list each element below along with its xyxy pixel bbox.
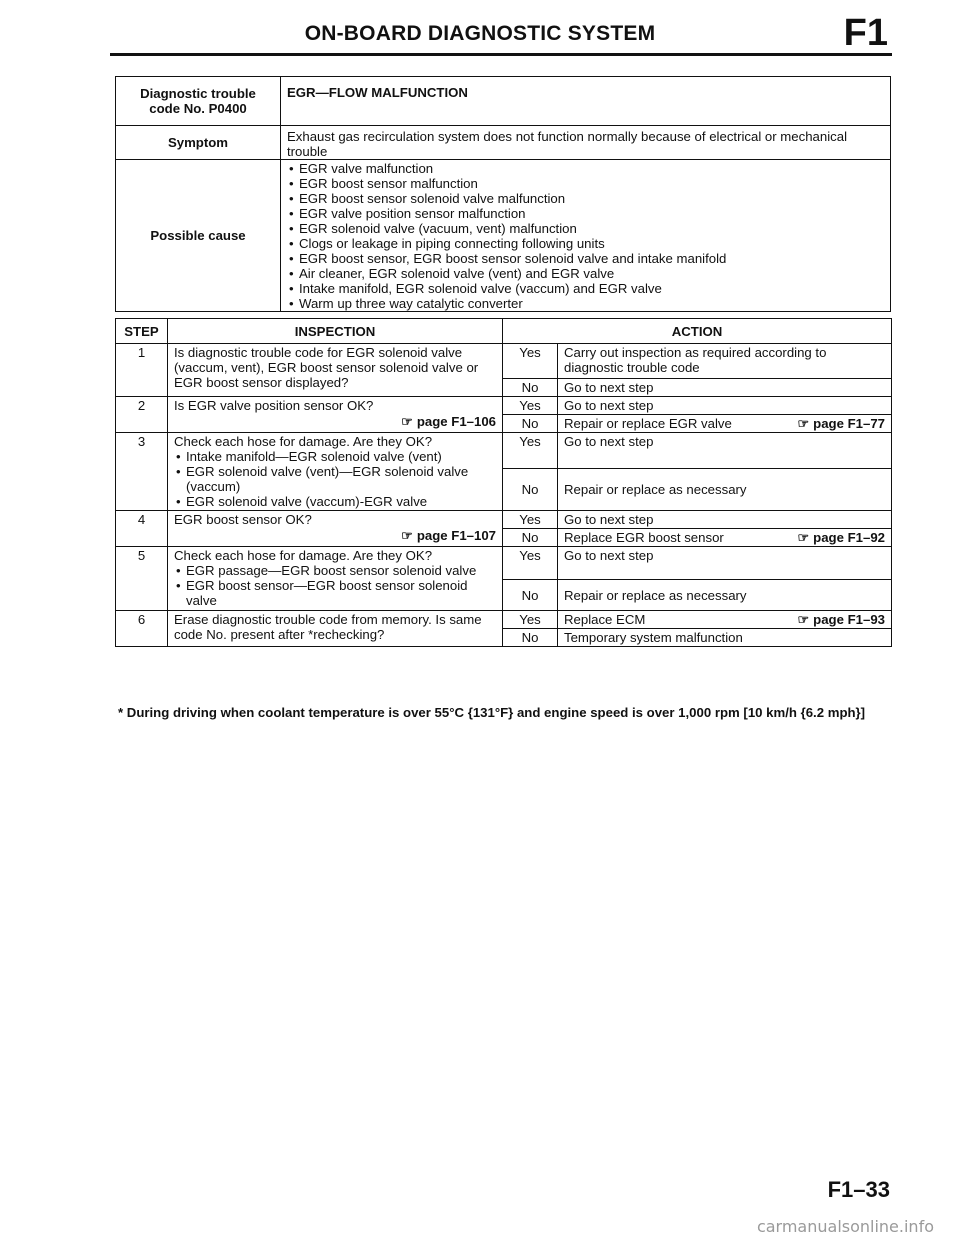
cause-item: • EGR valve position sensor malfunction <box>299 206 884 221</box>
step-inspection <box>168 397 503 433</box>
inspection-table <box>115 318 892 647</box>
inspection-list <box>174 449 496 509</box>
symptom-label: Symptom <box>116 126 281 160</box>
pointing-hand-icon: ☞ <box>797 612 810 627</box>
header-rule <box>110 53 892 56</box>
yes-action: Go to next step <box>558 397 892 415</box>
cause-list-cell <box>281 160 891 312</box>
inspection-header: INSPECTION <box>168 319 503 344</box>
yes-action: Carry out inspection as required according to diagnostic trouble code <box>558 344 892 379</box>
step-inspection: Erase diagnostic trouble code from memory. Is same code No. present after *rechecking? <box>168 611 503 647</box>
inspection-list <box>174 563 496 608</box>
reference-text: page F1–92 <box>813 530 885 545</box>
dtc-label-line1: Diagnostic trouble <box>140 86 256 101</box>
pointing-hand-icon: ☞ <box>797 416 810 431</box>
pointing-hand-icon: ☞ <box>401 528 413 543</box>
cause-item: • EGR solenoid valve (vacuum, vent) malfunction <box>299 221 884 236</box>
page-reference <box>798 416 886 431</box>
inspection-item: • EGR boost sensor—EGR boost sensor solenoid valve <box>186 578 496 608</box>
yes-action: Go to next step <box>558 547 892 580</box>
yes-action-text: Replace ECM <box>564 612 646 627</box>
inspection-text: Check each hose for damage. Are they OK? <box>174 548 433 563</box>
step-inspection <box>168 547 503 611</box>
step-inspection <box>168 433 503 511</box>
steps-header-row <box>116 319 892 344</box>
inspection-text: Check each hose for damage. Are they OK? <box>174 434 433 449</box>
cause-item: • Intake manifold, EGR solenoid valve (vaccum) and EGR valve <box>299 281 884 296</box>
dtc-info-table <box>115 76 891 312</box>
cause-item: • Warm up three way catalytic converter <box>299 296 884 311</box>
cause-item: • EGR boost sensor malfunction <box>299 176 884 191</box>
cause-item: • Air cleaner, EGR solenoid valve (vent) and EGR valve <box>299 266 884 281</box>
no-action: Repair or replace as necessary <box>558 580 892 611</box>
no-action: Temporary system malfunction <box>558 629 892 647</box>
page-reference <box>174 528 496 543</box>
inspection-text: EGR boost sensor OK? <box>174 512 312 527</box>
inspection-text: Is EGR valve position sensor OK? <box>174 398 374 413</box>
reference-text: page F1–107 <box>416 528 496 543</box>
no-action-text: Replace EGR boost sensor <box>564 530 724 545</box>
yes-label: Yes <box>503 611 558 629</box>
step-number: 4 <box>116 511 168 547</box>
reference-text: page F1–77 <box>813 416 885 431</box>
no-action-text: Repair or replace EGR valve <box>564 416 732 431</box>
no-action: Go to next step <box>558 379 892 397</box>
no-label: No <box>503 379 558 397</box>
pointing-hand-icon: ☞ <box>797 530 810 545</box>
dtc-label <box>116 77 281 126</box>
footnote: * During driving when coolant temperature is over 55°C {131°F} and engine speed is over 1,000 rpm [10 km/h {6.2 mph}] <box>118 705 866 720</box>
inspection-item: • EGR passage—EGR boost sensor solenoid valve <box>186 563 496 578</box>
yes-label: Yes <box>503 433 558 469</box>
inspection-item: • EGR solenoid valve (vent)—EGR solenoid valve (vaccum) <box>186 464 496 494</box>
dtc-value: EGR—FLOW MALFUNCTION <box>281 77 891 126</box>
no-action <box>558 529 892 547</box>
cause-item: • EGR boost sensor, EGR boost sensor solenoid valve and intake manifold <box>299 251 884 266</box>
no-action: Repair or replace as necessary <box>558 468 892 510</box>
yes-action <box>558 611 892 629</box>
yes-label: Yes <box>503 547 558 580</box>
step-header: STEP <box>116 319 168 344</box>
cause-item: • Clogs or leakage in piping connecting following units <box>299 236 884 251</box>
inspection-item: • EGR solenoid valve (vaccum)-EGR valve <box>186 494 496 509</box>
cause-item: • EGR boost sensor solenoid valve malfunction <box>299 191 884 206</box>
step-number: 1 <box>116 344 168 397</box>
cause-list <box>287 161 884 311</box>
step-row <box>116 397 892 415</box>
step-number: 3 <box>116 433 168 511</box>
section-label: F1 <box>843 12 888 54</box>
step-row <box>116 344 892 379</box>
step-number: 6 <box>116 611 168 647</box>
yes-label: Yes <box>503 511 558 529</box>
inspection-item: • Intake manifold—EGR solenoid valve (vent) <box>186 449 496 464</box>
reference-text: page F1–106 <box>416 414 496 429</box>
step-row <box>116 611 892 629</box>
yes-label: Yes <box>503 397 558 415</box>
step-row <box>116 433 892 469</box>
step-row <box>116 547 892 580</box>
step-inspection: Is diagnostic trouble code for EGR solenoid valve (vaccum, vent), EGR boost sensor solenoid valve or EGR boost sensor displayed? <box>168 344 503 397</box>
action-header: ACTION <box>503 319 892 344</box>
page-number: F1–33 <box>827 1177 890 1202</box>
step-number: 2 <box>116 397 168 433</box>
no-label: No <box>503 629 558 647</box>
page-reference <box>798 530 886 545</box>
no-label: No <box>503 415 558 433</box>
dtc-row <box>116 77 891 126</box>
no-label: No <box>503 468 558 510</box>
yes-label: Yes <box>503 344 558 379</box>
step-row <box>116 511 892 529</box>
yes-action: Go to next step <box>558 433 892 469</box>
yes-action: Go to next step <box>558 511 892 529</box>
pointing-hand-icon: ☞ <box>401 414 413 429</box>
cause-row <box>116 160 891 312</box>
cause-label: Possible cause <box>116 160 281 312</box>
page-reference <box>174 414 496 429</box>
no-action <box>558 415 892 433</box>
page-header-title: ON-BOARD DIAGNOSTIC SYSTEM <box>304 22 656 45</box>
symptom-row <box>116 126 891 160</box>
page-reference <box>798 612 886 627</box>
watermark: carmanualsonline.info <box>756 1217 934 1236</box>
reference-text: page F1–93 <box>813 612 885 627</box>
step-inspection <box>168 511 503 547</box>
no-label: No <box>503 529 558 547</box>
dtc-label-line2: code No. P0400 <box>149 101 247 116</box>
cause-item: • EGR valve malfunction <box>299 161 884 176</box>
symptom-value: Exhaust gas recirculation system does not function normally because of electrical or mechanical trouble <box>281 126 891 160</box>
no-label: No <box>503 580 558 611</box>
step-number: 5 <box>116 547 168 611</box>
